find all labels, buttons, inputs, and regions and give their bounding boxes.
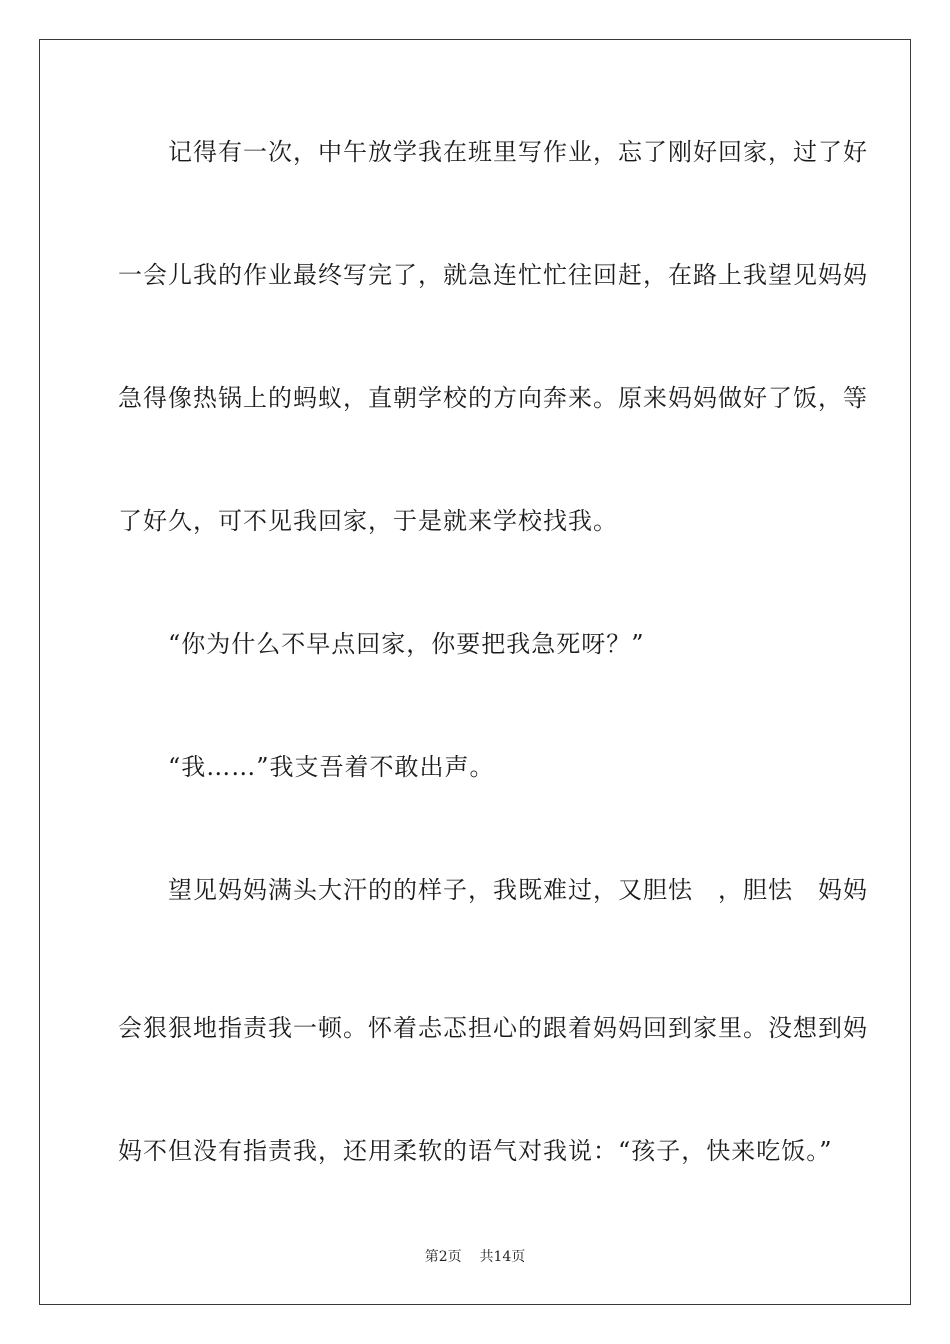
page-number: 第2页 bbox=[424, 1249, 462, 1265]
text-line-3: 急得像热锅上的蚂蚁，直朝学校的方向奔来。原来妈妈做好了饭，等 bbox=[118, 384, 868, 412]
text-line-6: “我……”我支吾着不敢出声。 bbox=[118, 753, 495, 781]
text-line-2: 一会儿我的作业最终写完了，就急连忙忙往回赶，在路上我望见妈妈 bbox=[118, 261, 868, 289]
total-pages: 共14页 bbox=[479, 1249, 526, 1265]
text-line-7: 望见妈妈满头大汗的的样子，我既难过，又胆怯 ，胆怯 妈妈 bbox=[118, 876, 868, 904]
text-line-5: “你为什么不早点回家，你要把我急死呀？” bbox=[118, 630, 645, 658]
text-line-4: 了好久，可不见我回家，于是就来学校找我。 bbox=[118, 507, 618, 535]
page-footer bbox=[0, 1248, 950, 1266]
text-line-1: 记得有一次，中午放学我在班里写作业，忘了刚好回家，过了好 bbox=[118, 138, 868, 166]
text-line-9: 妈不但没有指责我，还用柔软的语气对我说：“孩子，快来吃饭。” bbox=[118, 1137, 833, 1165]
text-line-8: 会狠狠地指责我一顿。怀着忐忑担心的跟着妈妈回到家里。没想到妈 bbox=[118, 1014, 868, 1042]
page-border bbox=[39, 39, 911, 1305]
